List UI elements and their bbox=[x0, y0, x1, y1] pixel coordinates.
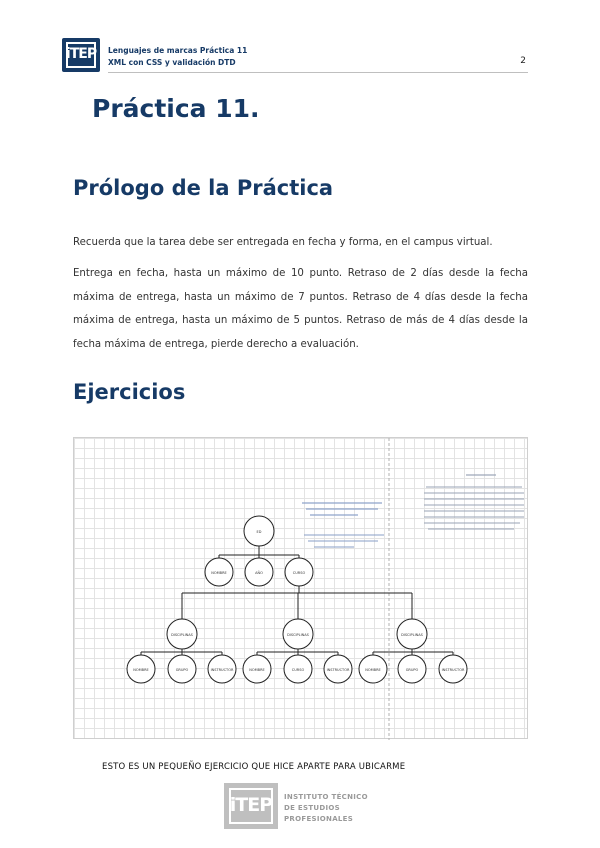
section-heading-ejercicios: Ejercicios bbox=[73, 380, 186, 404]
node-label: NOMBRE bbox=[365, 668, 381, 672]
footer-line-3: PROFESIONALES bbox=[284, 815, 354, 823]
itep-logo-large bbox=[224, 783, 278, 829]
node-label: GRUPO bbox=[405, 668, 419, 672]
node-label-root: ED bbox=[256, 530, 262, 534]
footer-line-2: DE ESTUDIOS bbox=[284, 804, 341, 812]
node-label: INSTRUCTOR bbox=[441, 668, 465, 672]
tree-nodes bbox=[127, 516, 467, 683]
node-label: NOMBRE bbox=[211, 571, 227, 575]
footer-logo-text: iTEP bbox=[229, 794, 273, 816]
footer-line-1: INSTITUTO TÉCNICO bbox=[284, 793, 368, 801]
header-course-title: Lenguajes de marcas Práctica 11 bbox=[108, 46, 248, 55]
node-label: DISCIPLINAS bbox=[287, 633, 309, 637]
itep-logo bbox=[62, 38, 100, 72]
diagram-caption: ESTO ES UN PEQUEÑO EJERCICIO QUE HICE APARTE PARA UBICARME bbox=[102, 762, 406, 772]
header-subtitle: XML con CSS y validación DTD bbox=[108, 58, 236, 67]
diagram-notes-right bbox=[424, 474, 524, 530]
header-divider bbox=[108, 72, 528, 73]
node-label: GRUPO bbox=[175, 668, 189, 672]
footer-institution-logo bbox=[224, 783, 384, 831]
paragraph-reminder: Recuerda que la tarea debe ser entregada en fecha y forma, en el campus virtual. bbox=[73, 237, 493, 248]
node-label: INSTRUCTOR bbox=[210, 668, 234, 672]
page-number: 2 bbox=[520, 56, 526, 66]
logo-text: iTEP bbox=[65, 46, 97, 62]
page-title: Práctica 11. bbox=[92, 94, 260, 123]
page-header bbox=[62, 38, 528, 74]
node-label: AÑO bbox=[255, 571, 263, 575]
section-heading-prologo: Prólogo de la Práctica bbox=[73, 176, 334, 200]
exercise-diagram-image bbox=[73, 437, 528, 739]
node-label: INSTRUCTOR bbox=[326, 668, 350, 672]
paragraph-grading: Entrega en fecha, hasta un máximo de 10 punto. Retraso de 2 días desde la fecha máxima de entrega, hasta un máximo de 7 puntos. Retraso de 4 días desde la fecha máxima de entrega, hasta un máximo de 5 puntos. Retraso de más de 4 días desde la fecha máxima de entrega, pierde derecho a evaluación. bbox=[73, 268, 528, 350]
diagram-notes-left bbox=[302, 502, 384, 548]
node-label: NOMBRE bbox=[133, 668, 149, 672]
node-label: NOMBRE bbox=[249, 668, 265, 672]
node-label: DISCIPLINAS bbox=[171, 633, 193, 637]
node-label: DISCIPLINAS bbox=[401, 633, 423, 637]
node-label: CURSO bbox=[291, 668, 305, 672]
node-label: CURSO bbox=[292, 571, 306, 575]
tree-diagram bbox=[74, 438, 529, 740]
